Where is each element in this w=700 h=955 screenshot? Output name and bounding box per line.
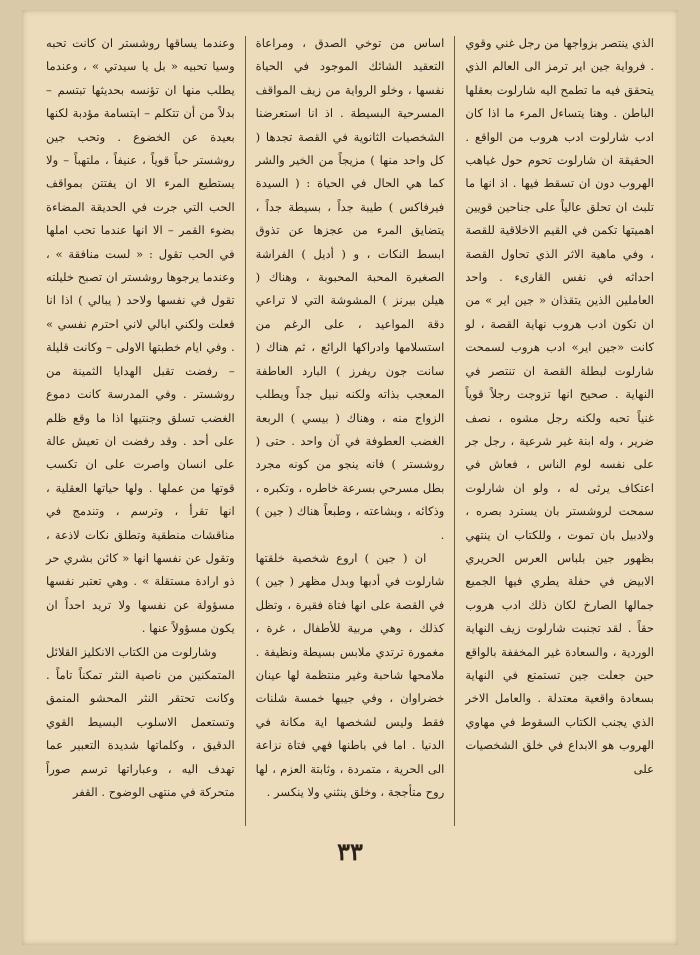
- column-right: [455, 32, 664, 838]
- column-left-paragraph-1: وعندما يساقها روشستر ان كانت تحبه وسيا تحبيه « بل يا سيدتي » ، وعندما يطلب منها ان تؤنسه بحديثها تبتسم – بدلاً من أن تتكلم – ابتسامة مؤدبة لكنها بعيدة عن الخضوع . وتحب جين روشستر حباً قوياً ، عنيفاً ، ملتهباً – ولا يستطيع المرء الا ان يفتتن بمواقف الحب التي جرت في الحديقة المضاءة بضوء القمر – الا انها عندما تحب املها في الحب تقول : « لست منافقة » ، وعندما يرجوها روشستر ان تصبح خليلته تقول في نفسها ولاحد ( يبالي ) اذا انا فعلت ولكني ابالي لاني احترم نفسي » . وفي ايام خطبتها الاولى – وكانت قليلة – رفضت تقبل الهدايا الثمينة من روشستر . وفي المدرسة كانت دموع الغضب تسلق وجنتيها اذا ما وقع ظلم على أحد . وقد رفضت ان تعيش عالة على انسان واصرت على ان تكسب قوتها من عملها . ولها حياتها العقلية ، انها تقرأ ، وترسم ، وتندمج في مناقشات منطقية وتطلق نكات لاذعة ، وتقول عن نفسها انها « كائن بشري حر ذو ارادة مستقلة » . وهي تعتبر نفسها مسؤولة عن نفسها ولا تريد احداً ان يكون مسؤولاً عنها .: [46, 36, 235, 636]
- book-page: [22, 10, 678, 945]
- column-right-paragraph-1: الذي ينتصر بزواجها من رجل غني وقوي . فرواية جين اير ترمز الى العالم الذي يتحقق فيه ما تطمح اليه شارلوت بعقلها الباطن . وهنا يتساءل المرء ما اذا كان ادب شارلوت ادب هروب من الواقع . الحقيقة ان شارلوت تحوم حول غياهب الهروب دون ان تسقط فيها . اذ انها ما تلبث ان تحلق عالياً على جناحين قويين اهميتها تكمن في القيم الاخلاقية للقصة ، وفي ماهية الاثر الذي تحاول القصة احداثه في نفس القارىء . واحد العاملين الذين يتقذان « جين اير » من ان تكون ادب هروب نهاية القصة ، لو كانت «جين اير» ادب هروب لسمحت شارلوت لبطلة القصة ان تنتصر في النهاية . صحيح انها تزوجت رجلاً قوياً غنياً تحبه ولكنه رجل مشوه ، نصف ضرير ، وله ابنة غير شرعية ، رجل جر على نفسه لوم الناس ، فعاش في اعتكاف يرثى له ، ولو ان شارلوت سمحت لروشستر بان يسترد بصره ، ولادبيل بان تموت ، وللكتاب ان ينتهي بظهور جين بلباس العرس الحريري الابيض في حفلة يطري فيها الجميع جمالها الصارخ لكان ذلك ادب هروب حقاً . لقد تجنبت شارلوت زيف النهاية الوردية ، والسعادة غير المخففة بالواقع حين جعلت جين تستمتع في النهاية بسعادة واقعية معتدلة . والعامل الاخر الذي يجنب الكتاب السقوط في مهاوي الهروب هو الابداع في خلق الشخصيات على: [465, 36, 655, 776]
- column-left-paragraph-2: وشارلوت من الكتاب الانكليز القلائل المتمكنين من ناصية النثر تمكناً تاماً . وكانت تحتقر النثر المحشو المنمق وتستعمل الاسلوب البسيط القوي الدقيق ، وكلماتها شديدة التعبير عما تهدف اليه ، وعباراتها ترسم صوراً متحركة في منتهى الوضوح . القفر: [46, 644, 235, 799]
- column-middle-paragraph-2: ان ( جين ) اروع شخصية خلقتها شارلوت في أدبها وبدل مظهر ( جين ) في القصة على انها فتاة فقيرة ، وتظل كذلك ، وهي مربية للأطفال ، غرة ، مغمورة ترتدي ملابس بسيطة ونظيفة . ملامحها شاحبة وغير منتظمة لها عينان خضراوان ، وفي جيبها خمسة شلنات فقط وليس لشخصها اية مكانة في الدنيا . اما في باطنها فهي فتاة نزاعة الى الحرية ، متمردة ، وثابتة العزم ، لها روح متأججة ، وخلق ينثني ولا ينكسر .: [255, 550, 445, 799]
- column-middle: [246, 32, 455, 838]
- text-columns: [36, 32, 664, 838]
- column-middle-paragraph-1: اساس من توخي الصدق ، ومراعاة التعقيد الشائك الموجود في الحياة نفسها ، وخلو الرواية من زيف المواقف المسرحية البسيطة . اذ انا استعرضنا الشخصيات الثانوية في القصة تجدها ( كل واحد منها ) مزيجاً من الخير والشر كما هي الحال في الحياة : ( السيدة فيرفاكس ) طيبة جداً ، بسيطة جداً ، يتضايق المرء من عجزها عن تذوق ابسط النكات ، و ( أديل ) الفراشة الصغيرة المحبة المحبوبة ، وهناك ( هيلن بيرنز ) المشوشة التي لا تراعي دقة المواعيد ، على الرغم من استسلامها وادراكها الرائع ، ثم هناك ( سانت جون ريفرز ) البارد العاطفة المعجب بذاته ولكنه نبيل جداً ويطلب الزواج منه ، وهناك ( بيسي ) الربعة الغضب العطوفة في آن واحد . حتى ( روشستر ) فانه ينجو من كونه مجرد بطل مسرحي بسرعة خاطره ، وتكبره ، وذكائه ، وبشاعته ، وطبعاً هناك ( جين ) .: [255, 36, 445, 542]
- column-left: [36, 32, 245, 838]
- page-number: ٣٣: [337, 837, 363, 866]
